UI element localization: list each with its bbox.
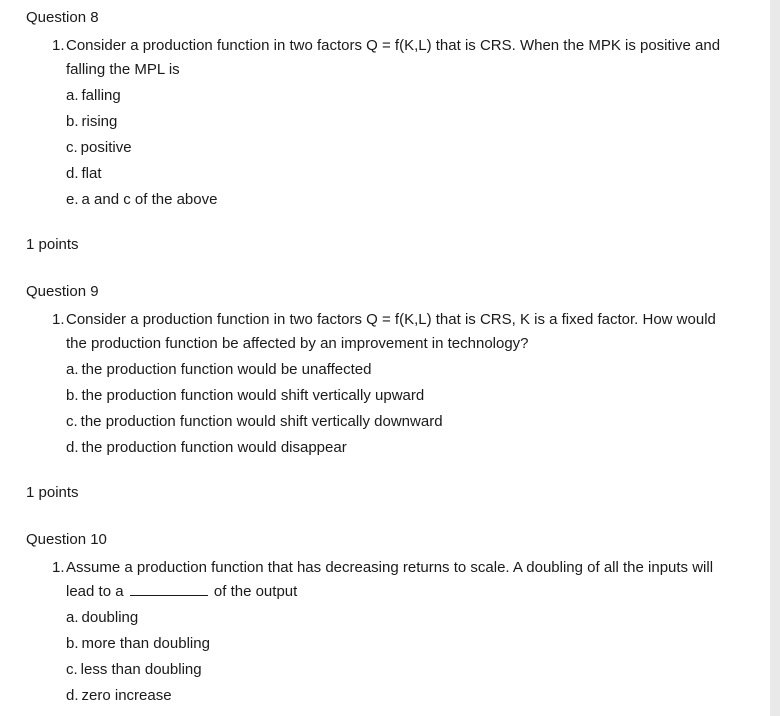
option-text: rising	[81, 113, 118, 130]
option-letter: b.	[66, 635, 79, 652]
option-letter: a.	[66, 361, 79, 378]
option-letter: c.	[66, 661, 78, 678]
question-9-text	[52, 308, 726, 356]
question-8-option-c[interactable]	[66, 138, 132, 158]
option-letter: c.	[66, 413, 78, 430]
option-text: doubling	[81, 609, 139, 626]
answer-blank	[130, 581, 208, 596]
question-8-points: 1 points	[26, 236, 79, 253]
question-9-points: 1 points	[26, 484, 79, 501]
question-8-option-a[interactable]	[66, 86, 121, 106]
option-text: flat	[81, 165, 102, 182]
question-8-text	[52, 34, 726, 82]
option-text: the production function would be unaffected	[81, 361, 372, 378]
question-10-option-d[interactable]	[66, 686, 172, 706]
option-letter: d.	[66, 165, 79, 182]
option-letter: d.	[66, 687, 79, 704]
option-text: falling	[81, 87, 121, 104]
question-9-option-c[interactable]	[66, 412, 443, 432]
question-10-option-b[interactable]	[66, 634, 210, 654]
option-text: positive	[80, 139, 132, 156]
question-8-prompt: Consider a production function in two factors Q = f(K,L) that is CRS. When the MPK is positive and falling the MPL is	[66, 37, 721, 78]
question-10-text	[52, 556, 726, 604]
question-9-title: Question 9	[26, 283, 99, 300]
question-9-prompt: Consider a production function in two factors Q = f(K,L) that is CRS, K is a fixed factor. How would the production function be affected by an improvement in technology?	[66, 311, 716, 352]
question-8-option-d[interactable]	[66, 164, 102, 184]
question-9-option-b[interactable]	[66, 386, 424, 406]
option-letter: e.	[66, 191, 79, 208]
question-8-title: Question 8	[26, 9, 99, 26]
option-letter: a.	[66, 609, 79, 626]
question-10-option-c[interactable]	[66, 660, 202, 680]
option-letter: a.	[66, 87, 79, 104]
question-9-option-a[interactable]	[66, 360, 371, 380]
question-10-number: 1.	[52, 559, 65, 576]
option-text: more than doubling	[81, 635, 210, 652]
question-8-number: 1.	[52, 37, 65, 54]
option-text: the production function would disappear	[81, 439, 347, 456]
question-9-option-d[interactable]	[66, 438, 347, 458]
page-edge	[770, 0, 780, 716]
option-letter: b.	[66, 387, 79, 404]
question-10-prompt-before: Assume a production function that has decreasing returns to scale. A doubling of all the inputs will lead to a	[66, 559, 714, 600]
question-8-option-b[interactable]	[66, 112, 117, 132]
option-text: the production function would shift vertically downward	[80, 413, 443, 430]
question-10-title: Question 10	[26, 531, 107, 548]
option-text: zero increase	[81, 687, 172, 704]
option-letter: c.	[66, 139, 78, 156]
question-9-number: 1.	[52, 311, 65, 328]
option-text: less than doubling	[80, 661, 202, 678]
option-letter: b.	[66, 113, 79, 130]
option-letter: d.	[66, 439, 79, 456]
question-10-option-a[interactable]	[66, 608, 138, 628]
question-8-option-e[interactable]	[66, 190, 217, 210]
question-10-prompt-after: of the output	[213, 583, 298, 600]
option-text: a and c of the above	[81, 191, 218, 208]
option-text: the production function would shift vertically upward	[81, 387, 425, 404]
